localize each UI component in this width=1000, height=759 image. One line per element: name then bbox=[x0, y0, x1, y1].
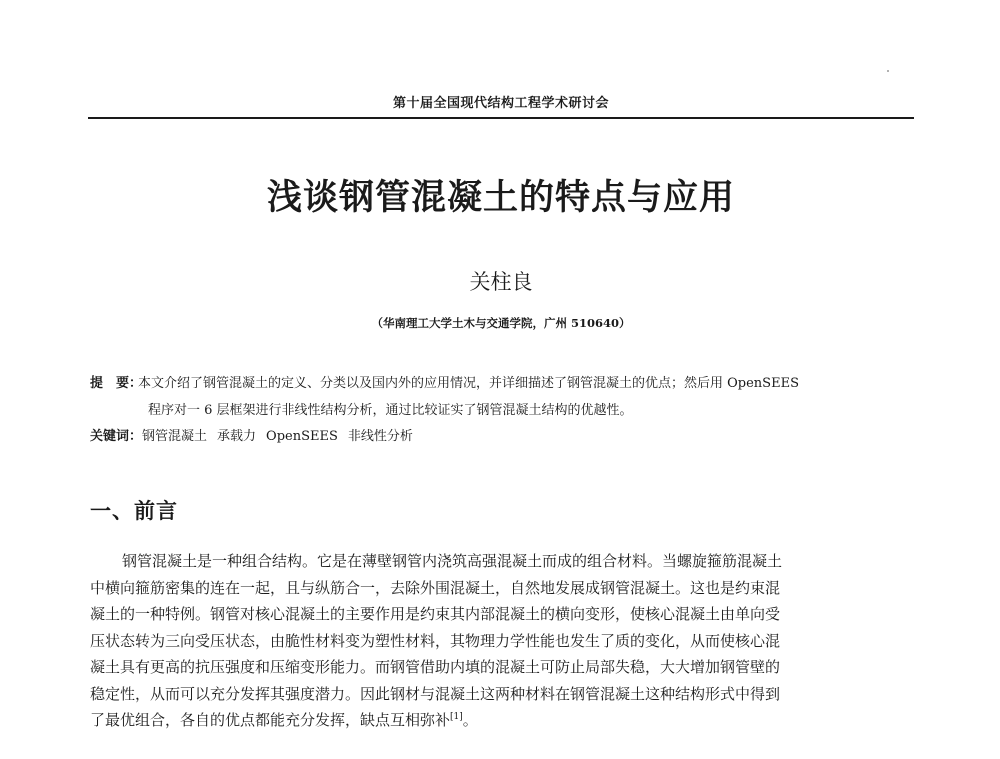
abstract-block bbox=[90, 370, 920, 424]
body-line: 中横向箍筋密集的连在一起，且与纵筋合一，去除外围混凝土，自然地发展成钢管混凝土。这也是约束混 bbox=[90, 578, 781, 597]
keyword-item: OpenSEES bbox=[266, 429, 338, 444]
keywords-label: 关键词： bbox=[90, 429, 143, 444]
body-line: 凝土具有更高的抗压强度和压缩变形能力。而钢管借助内填的混凝土可防止局部失稳，大大增加钢管壁的 bbox=[90, 658, 781, 676]
keyword-item: 非线性分析 bbox=[347, 429, 413, 444]
keywords-block bbox=[90, 425, 920, 449]
abstract-line-2: 程序对一 6 层框架进行非线性结构分析，通过比较证实了钢管混凝土结构的优越性。 bbox=[148, 403, 633, 418]
section-body bbox=[90, 548, 916, 734]
author-affiliation: （华南理工大学土木与交通学院，广州 510640） bbox=[371, 316, 631, 330]
body-line: 压状态转为三向受压状态，由脆性材料变为塑性材料，其物理力学性能也发生了质的变化，从而使核心混 bbox=[90, 631, 781, 650]
keyword-item: 钢管混凝土 bbox=[142, 429, 208, 444]
scan-speck bbox=[887, 70, 889, 72]
body-line: 稳定性，从而可以充分发挥其强度潜力。因此钢材与混凝土这两种材料在钢管混凝土这种结构形式中得到 bbox=[90, 684, 781, 703]
author-name: 关柱良 bbox=[469, 270, 533, 294]
body-line: 凝土的一种特例。钢管对核心混凝土的主要作用是约束其内部混凝土的横向变形，使核心混凝土由单向受 bbox=[90, 605, 781, 623]
section-heading: 一、前言 bbox=[90, 499, 178, 523]
header-rule bbox=[88, 117, 914, 119]
abstract-label: 提 要： bbox=[90, 376, 143, 391]
body-line-end: 。 bbox=[462, 711, 478, 729]
abstract-text-1: 本文介绍了钢管混凝土的定义、分类以及国内外的应用情况，并详细描述了钢管混凝土的优点；然后用 OpenSEES bbox=[138, 376, 799, 391]
body-line-text: 了最优组合，各自的优点都能充分发挥，缺点互相弥补 bbox=[90, 711, 451, 729]
citation-ref[interactable]: [1] bbox=[450, 712, 463, 722]
paper-title: 浅谈钢管混凝土的特点与应用 bbox=[266, 178, 735, 218]
running-header: 第十届全国现代结构工程学术研讨会 bbox=[392, 96, 609, 111]
abstract-line-1 bbox=[90, 370, 920, 397]
body-line: 钢管混凝土是一种组合结构。它是在薄壁钢管内浇筑高强混凝土而成的组合材料。当螺旋箍筋混凝土 bbox=[122, 552, 783, 570]
keyword-item: 承载力 bbox=[217, 429, 257, 444]
body-line-last bbox=[90, 707, 916, 734]
